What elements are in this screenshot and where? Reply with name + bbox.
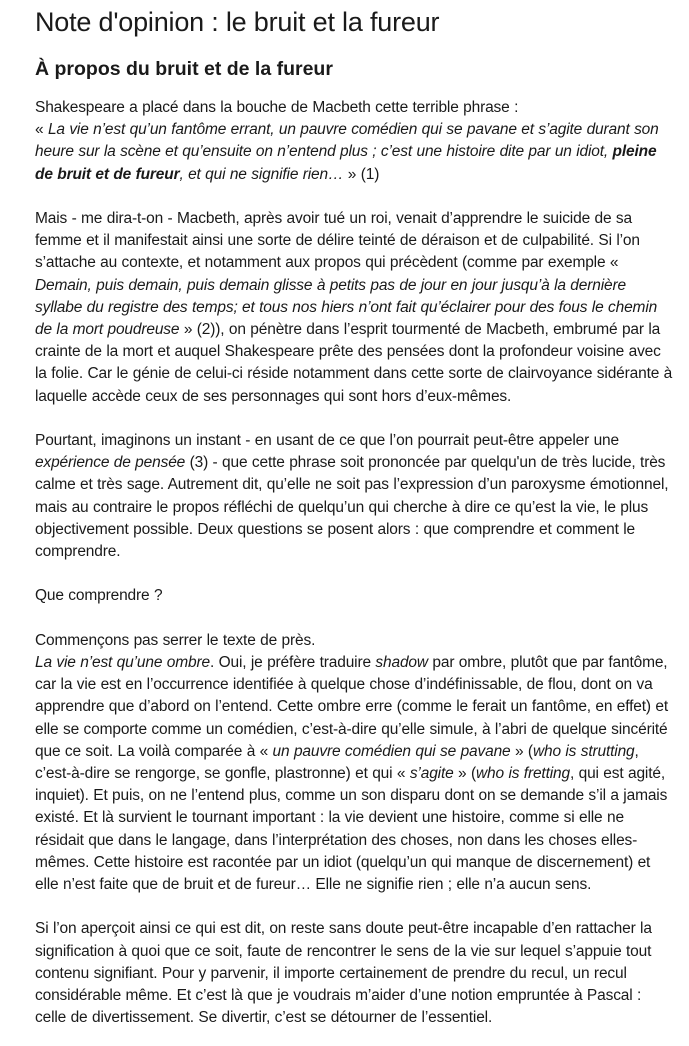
thought-text-cont: (3) - que cette phrase soit prononcée par quelqu'un de très lucide, très calme et très sage. Autrement dit, qu’elle ne soit pas l’expression d’un paroxysme émotionnel, mais au contraire le propos réfléchi de quelqu’un qui cherche à dire ce qu’est la vie, le plus objectivement possible. Deux questions se posent alors : que comprendre et comment le comprendre. (35, 454, 669, 561)
fretting-term: who is fretting (476, 765, 570, 783)
comedien-quote: un pauvre comédien qui se pavane (272, 742, 511, 760)
analysis-intro: Commençons pas serrer le texte de près. (35, 631, 316, 649)
paragraph-divertissement: Si l’on aperçoit ainsi ce qui est dit, on reste sans doute peut-être incapable d’en rattacher la signification à quoi que ce soit, faute de rencontrer le sens de la vie sur lequel s’appuie tout contenu signifiant. Pour y parvenir, il importe certainement de prendre du recul, un recul considérable même. Et c’est là que je voudrais m’aider d’une notion empruntée à Pascal : celle de divertissement. Se divertir, c’est se détourner de l’essentiel. (35, 920, 652, 1027)
demain-quote: Demain, puis demain, puis demain glisse à petits pas de jour en jour jusqu’à la dernière syllabe du registre des temps; et tous nos hiers n’ont fait qu’éclairer pour des fous le chemin de la mort poudreuse (35, 276, 658, 339)
context-text-cont: » (2)), on pénètre dans l’esprit tourmenté de Macbeth, embrumé par la crainte de la mort et auquel Shakespeare prête des pensées dont la profondeur voisine avec la folie. Car le génie de celui-ci réside notamment dans cette sorte de clairvoyance sidérante à laquelle accède ceux de ses personnages qui sont hors d’eux-mêmes. (35, 321, 673, 405)
paragraph-intro (35, 97, 675, 186)
paragraph-analysis (35, 630, 675, 896)
analysis-text-5: » ( (453, 765, 476, 783)
macbeth-quote-emphasis: pleine de bruit et de fureur (35, 143, 657, 183)
thought-text: Pourtant, imaginons un instant - en usant de ce que l’on pourrait peut-être appeler une (35, 432, 619, 450)
analysis-text-2: par ombre, plutôt que par fantôme, car la vie est en l’occurrence identifiée à quelque chose d’indéfinissable, de flou, dont on va apprendre que d’abord on l’entend. Cette ombre erre (comme le ferait un fantôme, en effet) et elle se comporte comme un comédien, c’est-à-dire qu’elle simule, à l’abri de quelque sincérité que ce soit. La voilà comparée à « (35, 654, 669, 760)
quote-open: « (35, 121, 48, 139)
shadow-term: shadow (375, 654, 428, 672)
macbeth-quote-end: , et qui ne signifie rien… (179, 165, 344, 183)
analysis-text-4: , c’est-à-dire se rengorge, se gonfle, plastronne) et qui « (35, 742, 639, 783)
section-heading: À propos du bruit et de la fureur (35, 58, 333, 80)
analysis-text-6: , qui est agité, inquiet). Et puis, on ne l’entend plus, comme un son disparu dont on se demande s’il a jamais existé. Et là survient le tournant important : la vie devient une histoire, comme si elle ne résidait que dans le langage, dans l’interprétation des choses, non dans les choses elles-mêmes. Cette histoire est racontée par un idiot (quelqu’un qui manque de discernement) et elle n’est faite que de bruit et de fureur… Elle ne signifie rien ; elle n’a aucun sens. (35, 765, 668, 894)
ombre-quote: La vie n’est qu’une ombre (35, 654, 210, 672)
page-title: Note d'opinion : le bruit et la fureur (35, 7, 440, 37)
paragraph-context (35, 208, 675, 408)
sagite-quote: s’agite (409, 765, 454, 783)
macbeth-quote: La vie n’est qu’un fantôme errant, un pauvre comédien qui se pavane et s’agite durant son heure sur la scène et qu’ensuite on n’entend plus ; c’est une histoire dite par un idiot, (35, 121, 659, 161)
intro-sentence: Shakespeare a placé dans la bouche de Macbeth cette terrible phrase : (35, 99, 519, 116)
strutting-term: who is strutting (532, 742, 635, 760)
analysis-text-3: » ( (510, 742, 533, 760)
analysis-text-1: . Oui, je préfère traduire (209, 654, 376, 672)
article (35, 0, 675, 1029)
thought-experiment-term: expérience de pensée (35, 454, 186, 472)
subheading-question: Que comprendre ? (35, 587, 163, 605)
paragraph-thought-experiment (35, 430, 675, 563)
footnote-ref-1: » (1) (343, 165, 380, 183)
article-body (35, 97, 675, 1029)
context-text: Mais - me dira-t-on - Macbeth, après avoir tué un roi, venait d’apprendre le suicide de sa femme et il manifestait ainsi une sorte de délire teinté de déraison et de culpabilité. Si l’on s’attache au contexte, et notamment aux propos qui précèdent (comme par exemple « (35, 210, 640, 272)
